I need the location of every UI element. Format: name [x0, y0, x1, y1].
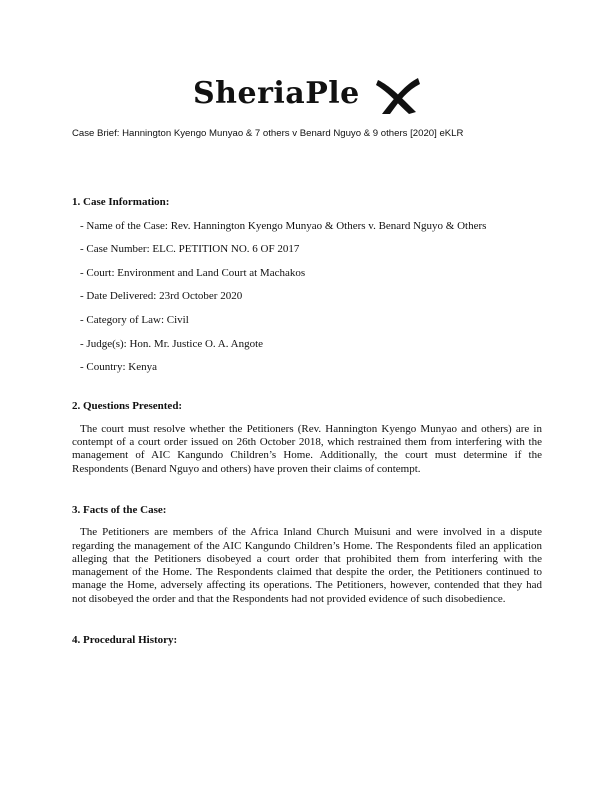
case-info-number: - Case Number: ELC. PETITION NO. 6 OF 2017: [80, 243, 300, 256]
x-logo-mark-icon: [376, 76, 420, 116]
section-facts: [72, 504, 542, 606]
case-info-list: [72, 220, 542, 375]
case-info-court: - Court: Environment and Land Court at Machakos: [80, 266, 306, 279]
facts-paragraph: The Petitioners are members of the Africa Inland Church Muisuni and were involved in a dispute regarding the management of the AIC Kangundo Children’s Home. The Respondents filed an application alleging that the Petitioners disobeyed a court order that prohibited them from interfering with the management of the Home. The Respondents claimed that despite the order, the Petitioners continued to manage the Home, adversely affecting its operations. The Petitioners, however, contended that they had not disobeyed the order and that the Respondents had not provided evidence of such disobedience.: [72, 526, 542, 605]
section-heading: 4. Procedural History:: [72, 634, 178, 647]
section-case-information: [72, 196, 542, 374]
sheriaplex-logo: [193, 74, 423, 122]
case-info-judges: - Judge(s): Hon. Mr. Justice O. A. Angote: [80, 337, 264, 350]
section-heading: 3. Facts of the Case:: [72, 503, 167, 516]
case-info-category: - Category of Law: Civil: [80, 313, 189, 326]
case-info-country: - Country: Kenya: [80, 361, 157, 374]
logo-wordmark: SheriaPle: [193, 76, 360, 111]
section-questions-presented: [72, 400, 542, 475]
section-procedural-history: [72, 634, 542, 647]
section-heading: 2. Questions Presented:: [72, 400, 183, 413]
section-heading: 1. Case Information:: [72, 196, 170, 208]
case-info-date: - Date Delivered: 23rd October 2020: [80, 290, 243, 303]
questions-paragraph: The court must resolve whether the Petitioners (Rev. Hannington Kyengo Munyao and others) are in contempt of a court order issued on 26th October 2018, which restrained them from interfering with the management of AIC Kangundo Children’s Home. Additionally, the court must determine if the Respondents (Benard Nguyo and others) have proven their claims of contempt.: [72, 422, 542, 475]
case-info-name: - Name of the Case: Rev. Hannington Kyengo Munyao & Others v. Benard Nguyo & Others: [80, 219, 487, 232]
document-body: [72, 196, 542, 647]
case-brief-title: Case Brief: Hannington Kyengo Munyao & 7 others v Benard Nguyo & 9 others [2020] eKLR: [72, 128, 464, 139]
